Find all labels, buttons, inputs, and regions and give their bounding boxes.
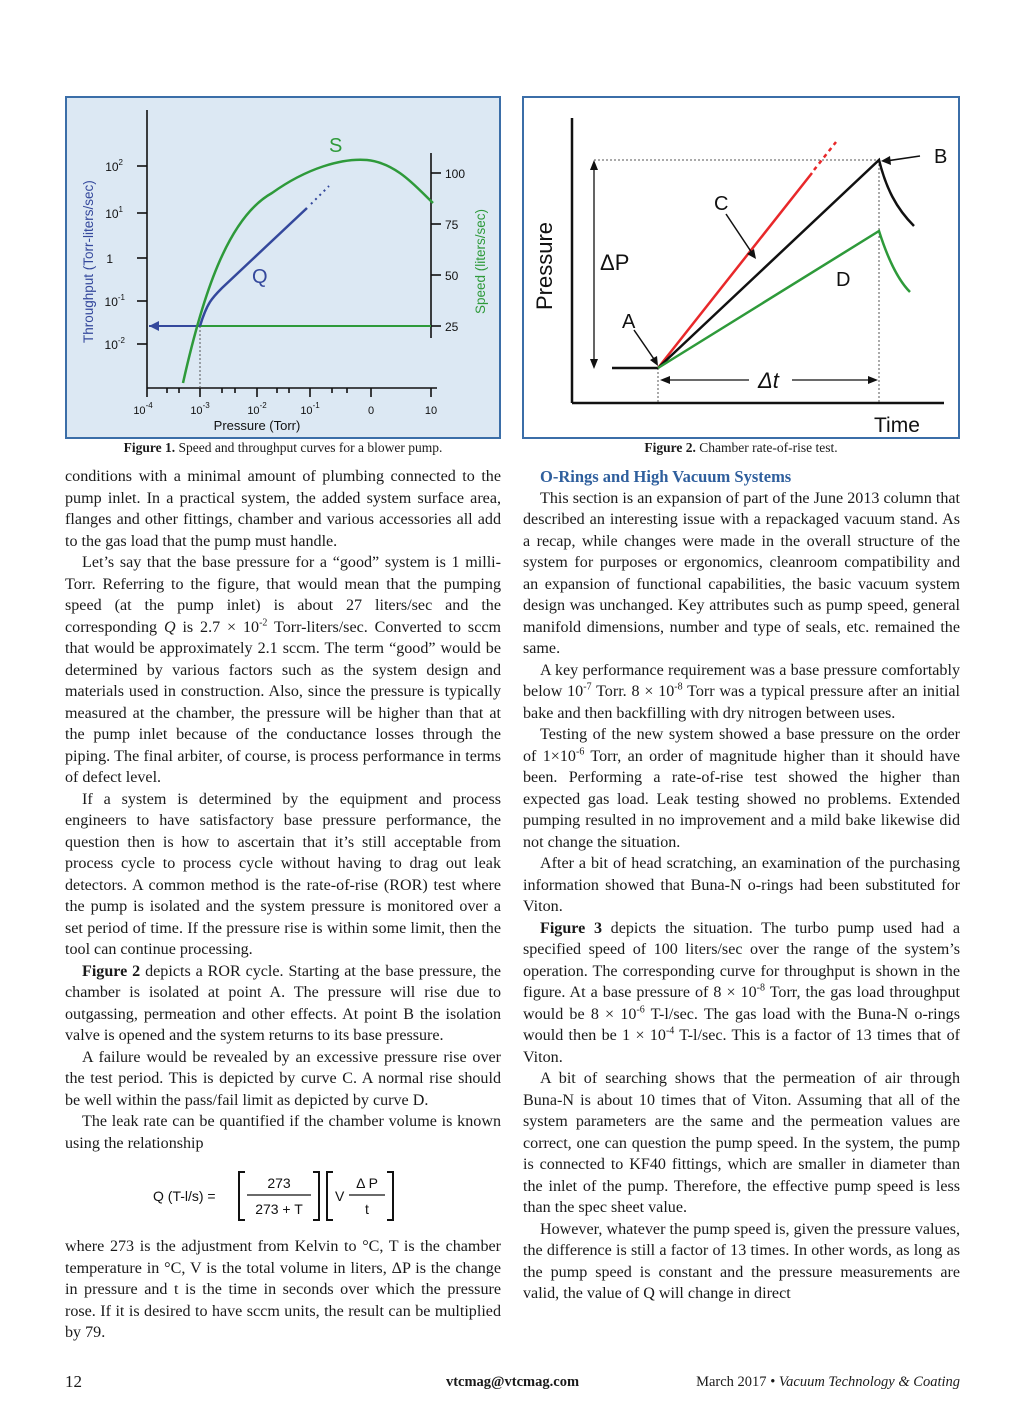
figure-2-chart (522, 96, 960, 439)
left-tick-1: $10^2$ (105, 158, 123, 174)
curve-c (658, 173, 812, 368)
page-number: 12 (65, 1372, 82, 1391)
curve-b (658, 160, 914, 368)
time-axis-title: Time (874, 414, 920, 437)
paragraph: A failure would be revealed by an excessive pressure rise over the test period. This is depicted by curve C. A normal rise should be well within the pass/fail limit as depicted by curve D. (65, 1048, 501, 1109)
paragraph: The leak rate can be quantified if the chamber volume is known using the relationship (65, 1113, 501, 1152)
paragraph: Let’s say that the base pressure for a “good” system is 1 milli-Torr. Referring to the figure, that would mean that the pumping speed (at the pump inlet) is about 27 liters/sec and the corresponding Q is $2.7 \times 10^{-2}$ Torr-liters/sec. Converted to sccm that would be approximately 2.1 sccm. The term “good” would be determined by various factors such as the system design and materials used in construction. Also, since the pressure is typically measured at the chamber, the pressure will be higher than that at the pump inlet because of the conductance losses through the piping. The final arbiter, of course, is process performance in terms of defect level. (65, 554, 501, 786)
formula-denominator-2: t (365, 1201, 369, 1217)
paragraph: conditions with a minimal amount of plumbing connected to the pump inlet. In a practical system, the added system surface area, flanges and other fittings, chamber and various accessories all add to the gas load that the pump must handle. (65, 468, 501, 550)
paragraph: Figure 2 depicts a ROR cycle. Starting at the base pressure, the chamber is isolated at point A. The pressure will rise due to outgassing, permeation and other effects. At point B the isolation valve is opened and the system returns to its base pressure. (65, 962, 501, 1044)
footer-issue: March 2017 • Vacuum Technology & Coating (696, 1374, 960, 1390)
speed-curve (183, 160, 433, 383)
label-a: A (622, 311, 636, 333)
leak-rate-formula (65, 1164, 501, 1226)
right-tick-2: 75 (445, 218, 459, 232)
x-tick-5: 0 (367, 405, 375, 417)
x-tick-6: 10 (424, 405, 438, 417)
pressure-axis-title: Pressure (Torr) (213, 418, 301, 433)
paragraph: After a bit of head scratching, an examination of the purchasing information showed that Buna-N o-rings had been substituted for Viton. (523, 855, 960, 915)
paragraph: where 273 is the adjustment from Kelvin to °C, T is the chamber temperature in °C, V is the total volume in liters, ΔP is the change in pressure and t is the time in seconds over which the pressure rose. If it is desired to have sccm units, the result can be multiplied by 79. (65, 1238, 501, 1341)
right-tick-3: 50 (445, 269, 459, 283)
figure-1-caption: Figure 1. Speed and throughput curves for a blower pump. (123, 440, 443, 455)
formula-numerator-1: 273 (267, 1175, 291, 1191)
speed-axis-title: Speed (liters/sec) (473, 208, 488, 314)
paragraph: This section is an expansion of part of the June 2013 column that described an interesting issue with a repackaged vacuum stand. As a recap, while changes were made in the overall structure of the system for purposes or ergonomics, cleanroom compatibility and an expansion of functional capabilities, the basic vacuum system design was unchanged. Key attributes such as pump speed, general manifold dimensions, number and type of seals, etc. remained the same. (523, 489, 960, 657)
right-column (523, 466, 960, 1305)
formula-denominator-1: 273 + T (255, 1201, 303, 1217)
right-tick-1: 100 (445, 167, 466, 181)
x-tick-1: $10^{-4}$ (133, 401, 153, 417)
x-tick-4: $10^{-1}$ (300, 401, 320, 417)
formula-numerator-2: Δ P (356, 1175, 378, 1191)
paragraph: Figure 3 depicts the situation. The turbo pump used had a specified speed of 100 liters/sec over the range of the system’s operation. The corresponding curve for throughput is shown in the figure. At a base pressure of $8 \times 10^{-8}$ Torr, the gas load throughput would be $8 \times 10^{-6}$ T-l/sec. The gas load with the Buna-N o-rings would then be $1 \times 10^{-4}$ T-l/sec. This is a factor of 13 times that of Viton. (523, 919, 960, 1066)
pressure-axis-title-fig2: Pressure (532, 221, 557, 310)
throughput-axis-title: Throughput (Torr-liters/sec) (81, 180, 96, 343)
arrow-left-icon (149, 321, 159, 331)
left-tick-5: $10^{-2}$ (104, 336, 125, 352)
figure-2-caption: Figure 2. Chamber rate-of-rise test. (644, 440, 838, 455)
left-tick-2: $10^1$ (105, 205, 123, 221)
figure-1-chart (65, 96, 501, 439)
paragraph: Testing of the new system showed a base pressure on the order of $1\times 10^{-6}$ Torr, an order of magnitude higher than it should have been. Performing a rate-of-rise test showed the higher than expected gas load. Leak testing showed no problems. Extended pumping resulted in no improvement and a mild bake likewise did not change the situation. (523, 726, 960, 851)
label-delta-p: ΔP (600, 250, 630, 275)
paragraph: A key performance requirement was a base pressure comfortably below $10^{-7}$ Torr. $8 \times 10^{-8}$ Torr was a typical pressure after an initial bake and then backfilling with dry nitrogen between uses. (523, 661, 960, 722)
label-delta-t: Δt (758, 368, 779, 393)
left-column (65, 466, 501, 1344)
page-footer (65, 1372, 960, 1396)
paragraph: A bit of searching shows that the permeation of air through Buna-N is about 10 times that of Viton. Assuming that all of the system parameters are the same and the permeation values are correct, one can question the pump speed. In the system, the pump is connected to KF40 fittings, which are smaller in diameter than the inlet of the pump. Therefore, the effective pump speed is less than the spec sheet value. (523, 1070, 960, 1216)
paragraph: However, whatever the pump speed is, given the pressure values, the difference is still a factor of 13 times. In other words, as long as the pump speed is constant and the pressure measurements are valid, the value of Q will change in direct (523, 1220, 960, 1302)
right-tick-4: 25 (445, 320, 459, 334)
left-tick-4: $10^{-1}$ (104, 293, 125, 309)
label-q: Q (252, 266, 268, 288)
label-c: C (714, 193, 729, 215)
footer-email[interactable]: vtcmag@vtcmag.com (445, 1374, 580, 1390)
label-b: B (934, 146, 948, 168)
section-title: O-Rings and High Vacuum Systems (540, 467, 792, 486)
formula-lhs: Q (T-l/s) = (153, 1188, 216, 1204)
paragraph: If a system is determined by the equipment and process engineers to have satisfactory base pressure performance, the question then is how to ascertain that it’s still acceptable from process cycle to process cycle without having to drag out leak detectors. A common method is the rate-of-rise (ROR) test where the pump is isolated and the system pressure is monitored over a set period of time. If the pressure rise is within some limit, then the tool can continue processing. (65, 790, 501, 958)
x-tick-3: $10^{-2}$ (247, 401, 267, 417)
label-d: D (836, 269, 851, 291)
left-tick-3: 1 (106, 252, 113, 266)
label-s: S (329, 135, 343, 157)
formula-volume: V (335, 1188, 345, 1204)
x-tick-2: $10^{-3}$ (190, 401, 210, 417)
curve-d (658, 231, 910, 368)
